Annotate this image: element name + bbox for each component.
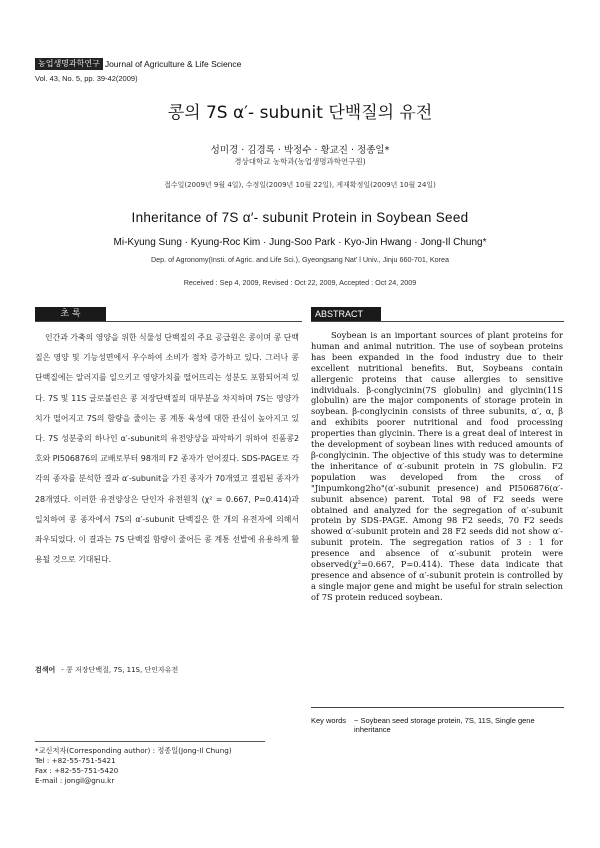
korean-abstract (35, 328, 299, 570)
english-keywords (311, 716, 563, 734)
telephone: Tel : +82-55-751-5421 (35, 756, 116, 765)
english-keywords-value: − Soybean seed storage protein, 7S, 11S, Single gene inheritance (354, 716, 535, 734)
journal-korean-name: 농업생명과학연구 (35, 58, 103, 70)
korean-keywords-value: - 콩 저장단백질, 7S, 11S, 단인자유전 (61, 666, 179, 674)
english-authors: Mi-Kyung Sung · Kyung-Roc Kim · Jung-Soo Park · Kyo-Jin Hwang · Jong-Il Chung* (113, 237, 487, 248)
korean-abstract-text: 인간과 가축의 영양을 위한 식물성 단백질의 주요 공급원은 콩이며 콩 단백질은 영양 및 기능성면에서 우수하여 소비가 점차 증가하고 있다. 그러나 콩 단백질에는 알러지를 일으키고 영양가치를 떨어뜨리는 성분도 포함되어져 있다. 7S 및 11S 글로불린은 콩 저장단백질의 대부분을 차지하며 7S는 영양가치가 떨어지고 7S의 함량을 줄이는 콩 계통 육성에 대한 관심이 높아지고 있다. 7S 성분중의 하나인 α′-subunit의 유전양상을 파악하기 위하여 진품콩2호와 PI506876의 교배로부터 98개의 F2 종자가 얻어졌다. SDS-PAGE로 각각의 종자를 분석한 결과 α′-subunit을 가진 종자가 70개였고 결핍된 종자가 28개였다. 이러한 유전양상은 단인자 유전원칙 (χ² = 0.667, P=0.414)과 일치하여 콩 종자에서 7S의 α′-subunit 단백질은 한 개의 유전자에 의해서 좌우되었다. 이 결과는 7S 단백질 함량이 줄어든 콩 계통 선발에 유용하게 활용될 것으로 기대된다. (35, 333, 299, 565)
english-dates: Received : Sep 4, 2009, Revised : Oct 22, 2009, Accepted : Oct 24, 2009 (183, 278, 417, 287)
journal-header (35, 58, 241, 70)
volume-line: Vol. 43, No. 5, pp. 39-42(2009) (35, 74, 138, 83)
email: E-mail : jongil@gnu.kr (35, 776, 115, 785)
english-title: Inheritance of 7S α′- subunit Protein in Soybean Seed (131, 210, 469, 225)
fax: Fax : +82-55-751-5420 (35, 766, 119, 775)
korean-title: 콩의 7S α′- subunit 단백질의 유전 (167, 103, 433, 123)
journal-english-name: Journal of Agriculture & Life Science (104, 59, 242, 69)
korean-dates: 접수일(2009년 9월 4일), 수정일(2009년 10월 22일), 게재확정일(2009년 10월 24일) (164, 181, 436, 189)
korean-keywords-label: 검색어 (35, 666, 56, 674)
divider (311, 321, 564, 322)
korean-keywords (35, 665, 299, 675)
divider (35, 321, 302, 322)
english-keywords-label: Key words (311, 716, 347, 725)
footnote-divider (35, 741, 265, 742)
divider (311, 707, 564, 708)
korean-authors: 성미경 · 김경록 · 박정수 · 황교진 · 정종일* (210, 145, 390, 156)
english-abstract (311, 330, 563, 603)
footnote (35, 746, 232, 786)
corresponding-author: *교신저자(Corresponding author) : 정종일(Jong-Il Chung) (35, 746, 232, 755)
english-abstract-text: Soybean is an important sources of plant proteins for human and animal nutrition. The use of soybean proteins has been expanded in the food industry due to their excellent nutritional benefits. But, Soybeans contain allergenic proteins that cause allergies to sensitive individuals. β-conglycinin(7S globulin) and glycinin(11S globulin) are the major components of storage protein in soybean. β-conglycinin consists of three subunits, α′, α, β and exhibits poorer nutritional and food processing properties than glycinin. There is a great deal of interest in the development of soybean lines with reduced amounts of β-conglycinin. The objective of this study was to determine the inheritance of α′-subunit protein in 7S globulin. F2 population was developed from the cross of "Jinpumkong2ho"(α′-subunit presence) and PI506876(α′-subunit absence) parent. Total 98 of F2 seeds were obtained and analyzed for the segregation of α′-subunit protein by SDS-PAGE. Among 98 F2 seeds, 70 F2 seeds showed α′-subunit protein and 28 F2 seeds did not show α′-subunit protein. The segregation ratios of 3 : 1 for presence and absence of α′-subunit protein were observed(χ²=0.667, P=0.414). These data indicate that presence and absence of α′-subunit protein is controlled by a single major gene and might be useful for strain selection of 7S protein reduced soybean. (311, 330, 563, 602)
english-affiliation: Dep. of Agronomy(Insti. of Agric. and Life Sci.), Gyeongsang Nat' l Univ., Jinju 660-701, Korea (150, 255, 450, 264)
korean-affiliation: 경상대학교 농학과(농업생명과학연구원) (234, 157, 366, 166)
english-abstract-heading: ABSTRACT (311, 307, 381, 321)
korean-abstract-heading: 초 록 (35, 307, 106, 321)
